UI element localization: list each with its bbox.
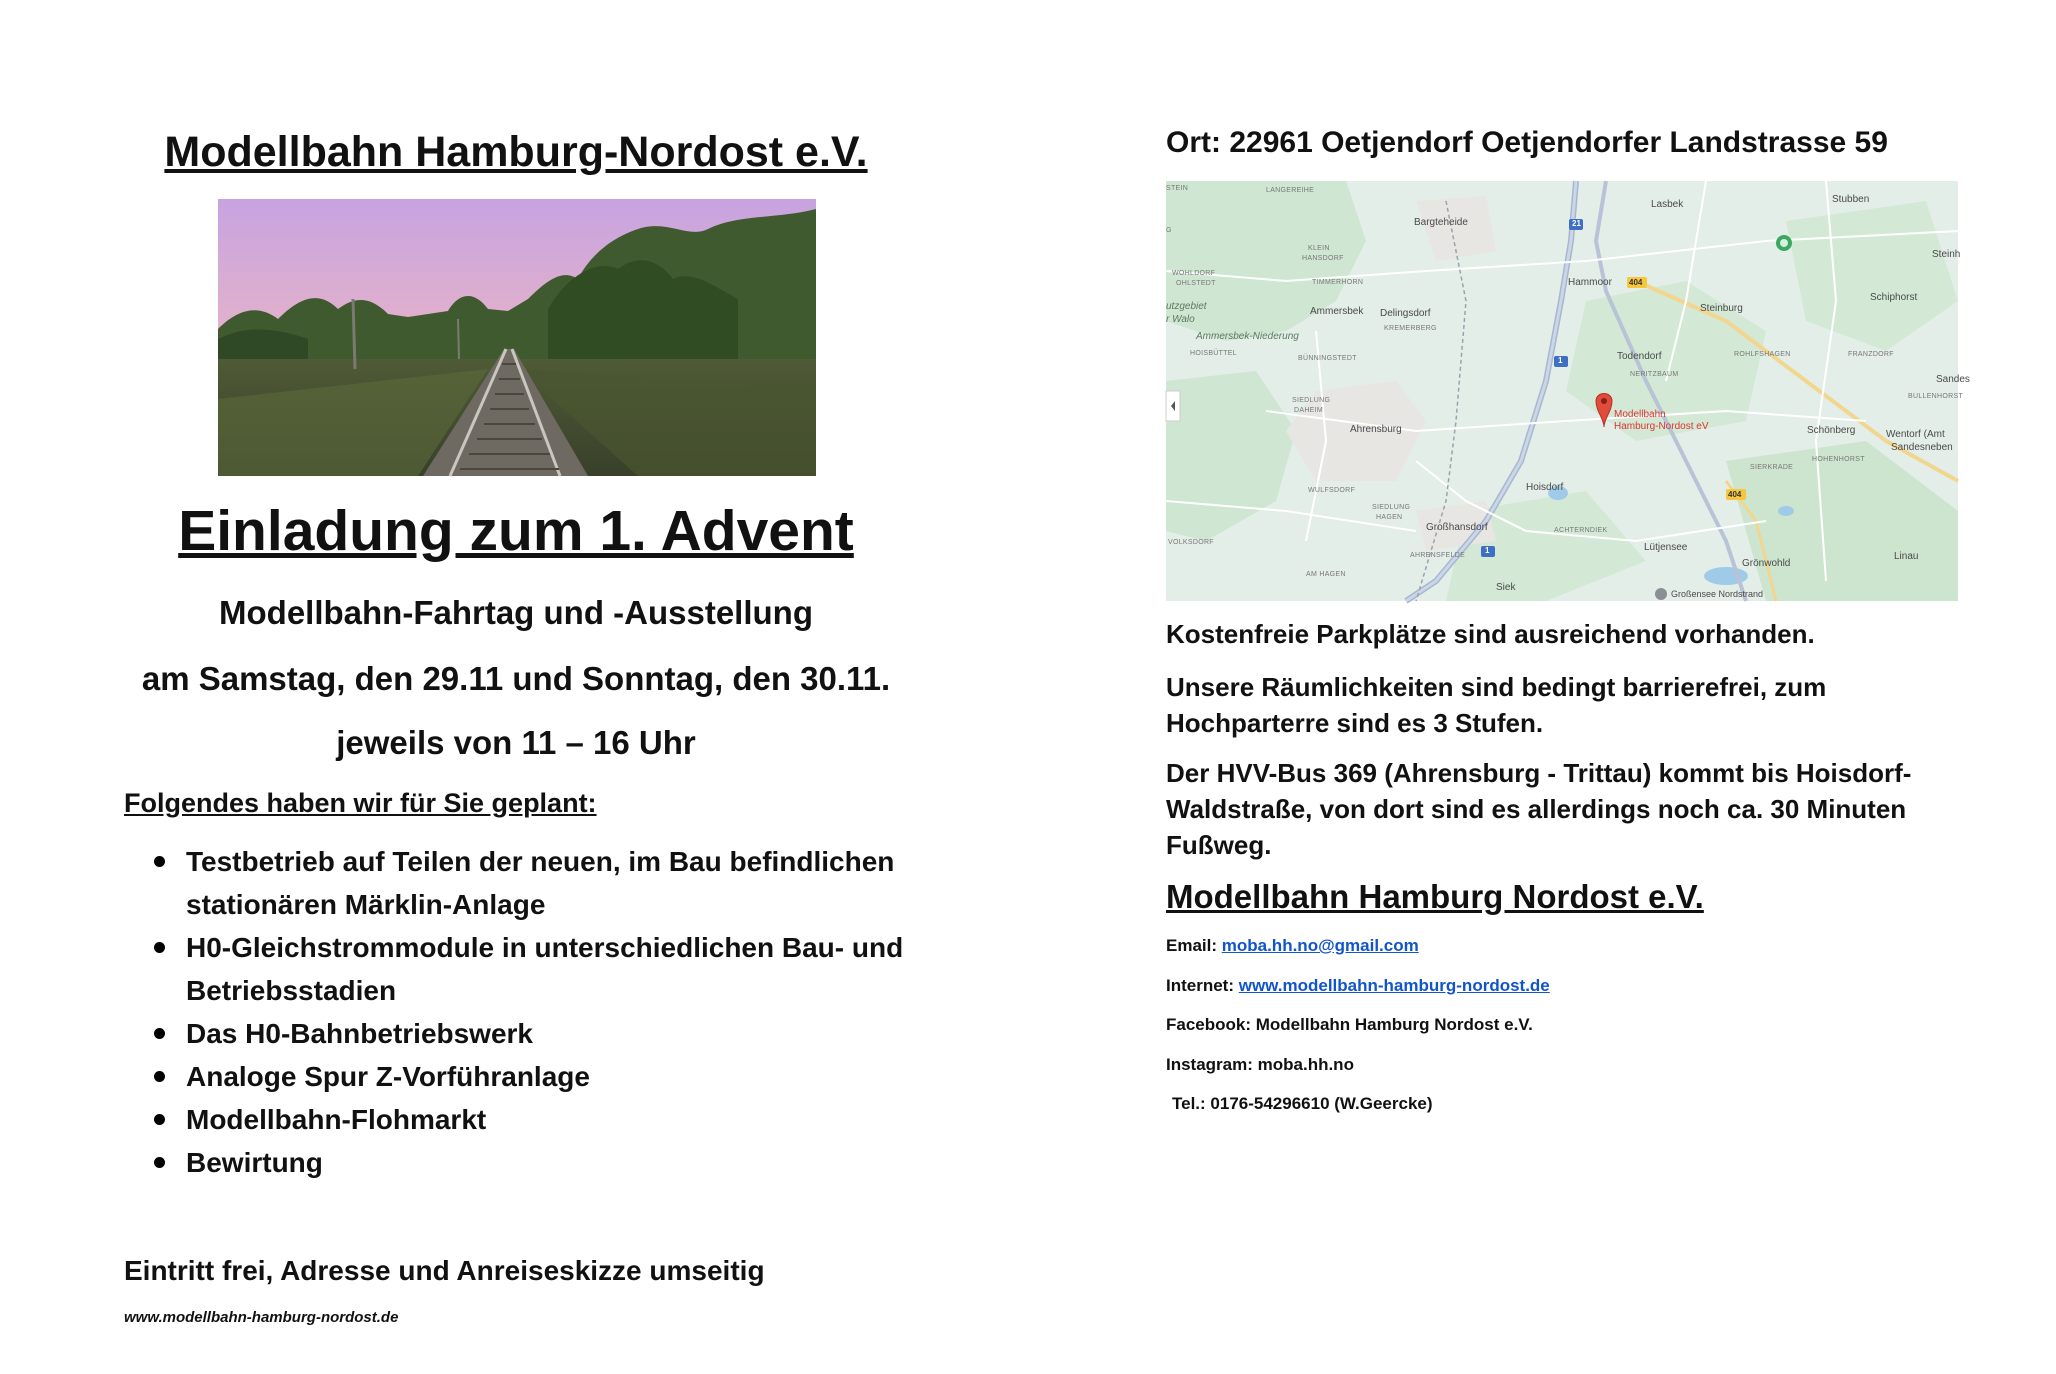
- contact-internet: [1166, 976, 1550, 996]
- event-times: jeweils von 11 – 16 Uhr: [336, 724, 696, 761]
- bullet-icon: [154, 1157, 165, 1168]
- plan-heading: Folgendes haben wir für Sie geplant:: [124, 788, 597, 818]
- map-district: BÜNNINGSTEDT: [1298, 355, 1357, 362]
- bullet-icon: [154, 1028, 165, 1039]
- map-district: OHLSTEDT: [1176, 280, 1216, 287]
- map-district: HAGEN: [1376, 514, 1403, 521]
- map-place: Hoisdorf: [1526, 482, 1564, 493]
- map-district: DAHEIM: [1294, 407, 1324, 414]
- accessibility-info: Unsere Räumlichkeiten sind bedingt barrierefrei, zum Hochparterre sind es 3 Stufen.: [1166, 672, 1827, 738]
- railway-photo: [218, 199, 816, 476]
- map-place: Grönwohld: [1742, 558, 1791, 569]
- contact-phone: Tel.: 0176-54296610 (W.Geercke): [1172, 1094, 1433, 1113]
- list-item: Das H0-Bahnbetriebswerk: [124, 1012, 924, 1055]
- map-label: STEIN: [1166, 185, 1189, 192]
- map-place: Delingsdorf: [1380, 308, 1431, 319]
- email-link[interactable]: moba.hh.no@gmail.com: [1221, 936, 1419, 955]
- map-place: Wentorf (Amt: [1886, 429, 1945, 440]
- contact-instagram: Instagram: moba.hh.no: [1166, 1055, 1354, 1074]
- list-item: Modellbahn-Flohmarkt: [124, 1098, 924, 1141]
- map-place: Lütjensee: [1644, 542, 1688, 553]
- location-address: Ort: 22961 Oetjendorf Oetjendorfer Landstrasse 59: [1166, 126, 1888, 159]
- map-place: Ammersbek: [1310, 306, 1364, 317]
- map-place: Bargteheide: [1414, 217, 1468, 228]
- bullet-icon: [154, 1114, 165, 1125]
- bullet-icon: [154, 942, 165, 953]
- event-subtitle: Modellbahn-Fahrtag und -Ausstellung: [219, 594, 813, 631]
- road-badge-a1: 1: [1558, 356, 1563, 365]
- map-district: BULLENHORST: [1908, 393, 1964, 400]
- bullet-icon: [154, 856, 165, 867]
- map-place: Sandes: [1936, 374, 1970, 385]
- road-badge-b404: 404: [1629, 278, 1643, 287]
- map-district: LANGEREIHE: [1266, 187, 1315, 194]
- map-district: ACHTERNDIEK: [1554, 527, 1608, 534]
- plan-list: [124, 840, 924, 1184]
- email-label: Email:: [1166, 936, 1222, 955]
- map-district: HOISBÜTTEL: [1190, 350, 1237, 357]
- club-title: Modellbahn Hamburg-Nordost e.V.: [164, 128, 868, 176]
- map-place: Hammoor: [1568, 277, 1612, 288]
- road-badge-a21: 21: [1572, 219, 1581, 228]
- map-place: r Walo: [1166, 314, 1195, 325]
- map-district: SIEDLUNG: [1292, 397, 1331, 404]
- map-place: Lasbek: [1651, 199, 1684, 210]
- map-place: Sandesneben: [1891, 442, 1953, 453]
- map-district: SIERKRADE: [1750, 464, 1794, 471]
- map-district: KREMERBERG: [1384, 325, 1437, 332]
- map-place: utzgebiet: [1166, 301, 1207, 312]
- map-place: Linau: [1894, 551, 1919, 562]
- map-place: Steinh: [1932, 249, 1961, 260]
- map-place: Steinburg: [1700, 303, 1743, 314]
- map-place: Siek: [1496, 582, 1516, 593]
- entry-note: Eintritt frei, Adresse und Anreiseskizze umseitig: [124, 1255, 765, 1286]
- map-place: Todendorf: [1617, 351, 1662, 362]
- map-label: G: [1166, 227, 1172, 234]
- map-pin-label: Modellbahn: [1614, 409, 1666, 420]
- bus-info: Der HVV-Bus 369 (Ahrensburg - Trittau) kommt bis Hoisdorf-Waldstraße, von dort sind es allerdings noch ca. 30 Minuten Fußweg.: [1166, 758, 1912, 860]
- map-district: HANSDORF: [1302, 255, 1344, 262]
- location-map[interactable]: [1166, 181, 1970, 601]
- contact-email: [1166, 936, 1419, 956]
- list-item: Testbetrieb auf Teilen der neuen, im Bau befindlichen stationären Märklin-Anlage: [124, 840, 924, 926]
- list-item: H0-Gleichstrommodule in unterschiedlichen Bau- und Betriebsstadien: [124, 926, 924, 1012]
- map-place: Schönberg: [1807, 425, 1856, 436]
- list-item: Analoge Spur Z-Vorführanlage: [124, 1055, 924, 1098]
- map-place: Ammersbek-Niederung: [1196, 331, 1299, 342]
- list-item: Bewirtung: [124, 1141, 924, 1184]
- contact-club-title: Modellbahn Hamburg Nordost e.V.: [1166, 878, 1704, 915]
- map-district: WULFSDORF: [1308, 487, 1356, 494]
- map-district: FRANZDORF: [1848, 351, 1894, 358]
- map-place: Stubben: [1832, 194, 1870, 205]
- footer-url: www.modellbahn-hamburg-nordost.de: [124, 1309, 399, 1326]
- main-heading: Einladung zum 1. Advent: [178, 499, 854, 563]
- map-pin-label: Hamburg-Nordost eV: [1614, 421, 1709, 432]
- map-district: KLEIN: [1308, 245, 1330, 252]
- website-link[interactable]: www.modellbahn-hamburg-nordost.de: [1238, 976, 1550, 995]
- contact-facebook: Facebook: Modellbahn Hamburg Nordost e.V.: [1166, 1015, 1533, 1034]
- map-place: Großhansdorf: [1426, 522, 1488, 533]
- road-badge-b404: 404: [1728, 490, 1742, 499]
- map-place: Schiphorst: [1870, 292, 1918, 303]
- map-district: WOHLDORF: [1172, 270, 1216, 277]
- map-place: Ahrensburg: [1350, 424, 1402, 435]
- map-district: NERITZBAUM: [1630, 371, 1679, 378]
- map-district: AHRENSFELDE: [1410, 552, 1466, 559]
- map-district: TIMMERHORN: [1312, 279, 1364, 286]
- road-badge-a1: 1: [1485, 546, 1490, 555]
- map-district: HOHENHORST: [1812, 456, 1865, 463]
- parking-info: Kostenfreie Parkplätze sind ausreichend vorhanden.: [1166, 619, 1815, 649]
- bullet-icon: [154, 1071, 165, 1082]
- map-district: AM HAGEN: [1306, 571, 1346, 578]
- map-district: SIEDLUNG: [1372, 504, 1411, 511]
- map-district: VOLKSDORF: [1168, 539, 1214, 546]
- map-district: ROHLFSHAGEN: [1734, 351, 1791, 358]
- map-place: Großensee Nordstrand: [1671, 589, 1764, 599]
- event-dates: am Samstag, den 29.11 und Sonntag, den 30.11.: [141, 660, 891, 697]
- internet-label: Internet:: [1166, 976, 1239, 995]
